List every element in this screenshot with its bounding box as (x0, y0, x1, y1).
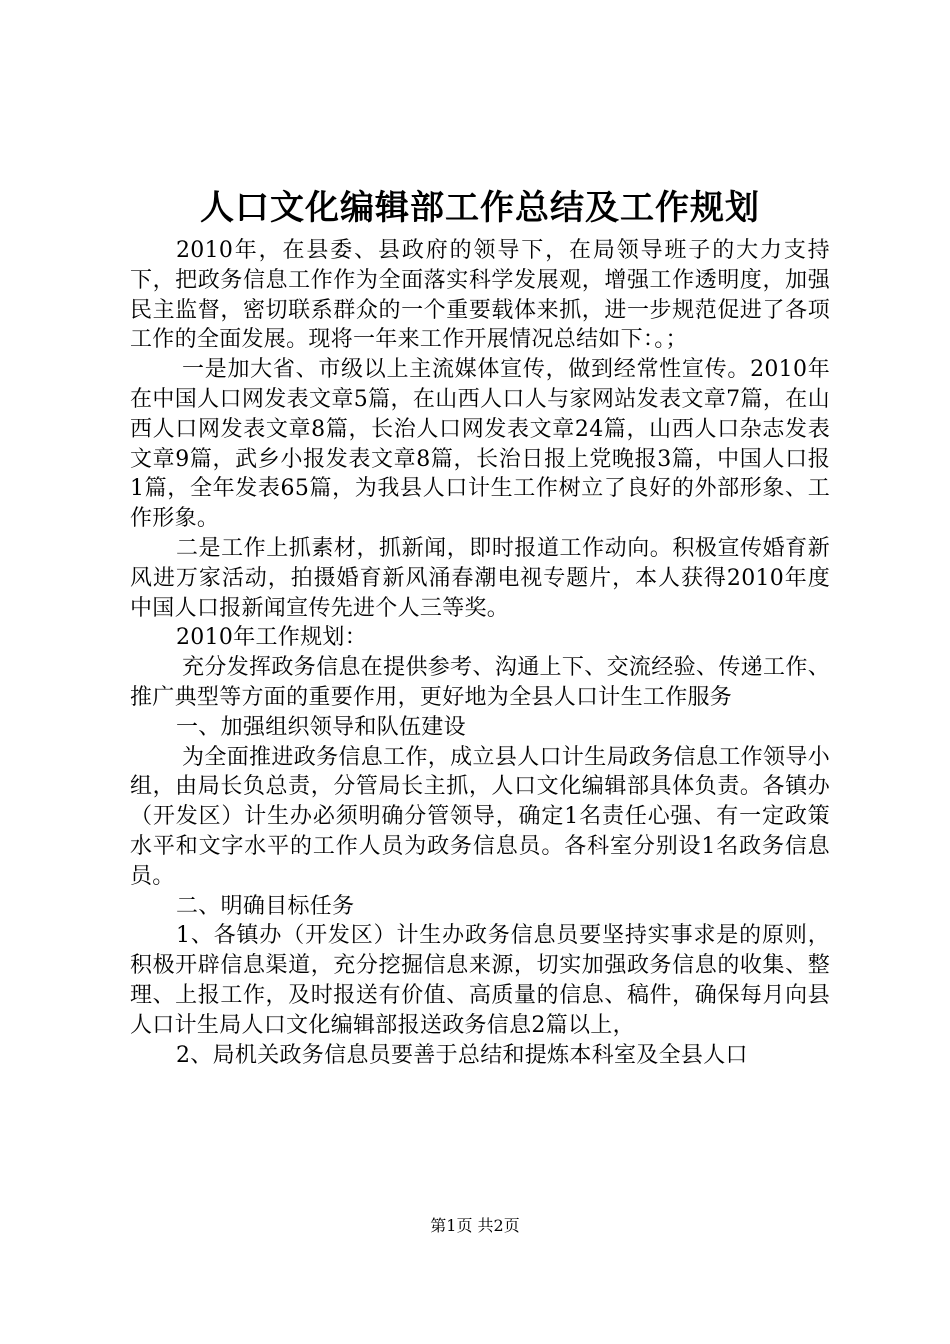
document-title: 人口文化编辑部工作总结及工作规划 (200, 188, 760, 228)
paragraph-task-2: 2、局机关政务信息员要善于总结和提炼本科室及全县人口 (176, 1042, 748, 1068)
paragraph-item-2: 二是工作上抓素材，抓新闻，即时报道工作动向。积极宣传婚育新风进万家活动，拍摄婚育新风涌春潮电视专题片，本人获得2010年度中国人口报新闻宣传先进个人三等奖。 (130, 535, 830, 621)
section-heading-plan: 2010年工作规划： (176, 625, 367, 651)
paragraph-plan-intro: 充分发挥政务信息在提供参考、沟通上下、交流经验、传递工作、推广典型等方面的重要作用，更好地为全县人口计生工作服务 (130, 655, 830, 710)
document-page (130, 180, 830, 1070)
page-number-footer: 第1页 共2页 (430, 1216, 520, 1235)
paragraph-section-1: 为全面推进政务信息工作，成立县人口计生局政务信息工作领导小组，由局长负总责，分管局长主抓，人口文化编辑部具体负责。各镇办（开发区）计生办必须明确分管领导，确定1名责任心强、有一定政策水平和文字水平的工作人员为政务信息员。各科室分别设1名政务信息员。 (130, 744, 830, 889)
paragraph-item-1: 一是加大省、市级以上主流媒体宣传，做到经常性宣传。2010年在中国人口网发表文章5篇，在山西人口人与家网站发表文章7篇，在山西人口网发表文章8篇，长治人口网发表文章24篇，山西人口杂志发表文章9篇，武乡小报发表文章8篇，长治日报上党晚报3篇，中国人口报1篇，全年发表65篇，为我县人口计生工作树立了良好的外部形象、工作形象。 (130, 357, 830, 532)
paragraph-intro: 2010年，在县委、县政府的领导下，在局领导班子的大力支持下，把政务信息工作作为全面落实科学发展观，增强工作透明度，加强民主监督，密切联系群众的一个重要载体来抓，进一步规范促进了各项工作的全面发展。现将一年来工作开展情况总结如下：。； (130, 238, 830, 353)
paragraph-task-1: 1、各镇办（开发区）计生办政务信息员要坚持实事求是的原则，积极开辟信息渠道，充分挖掘信息来源，切实加强政务信息的收集、整理、上报工作，及时报送有价值、高质量的信息、稿件，确保每月向县人口计生局人口文化编辑部报送政务信息2篇以上， (130, 923, 830, 1038)
section-heading-1: 一、加强组织领导和队伍建设 (176, 714, 466, 740)
section-heading-2: 二、明确目标任务 (176, 893, 355, 919)
